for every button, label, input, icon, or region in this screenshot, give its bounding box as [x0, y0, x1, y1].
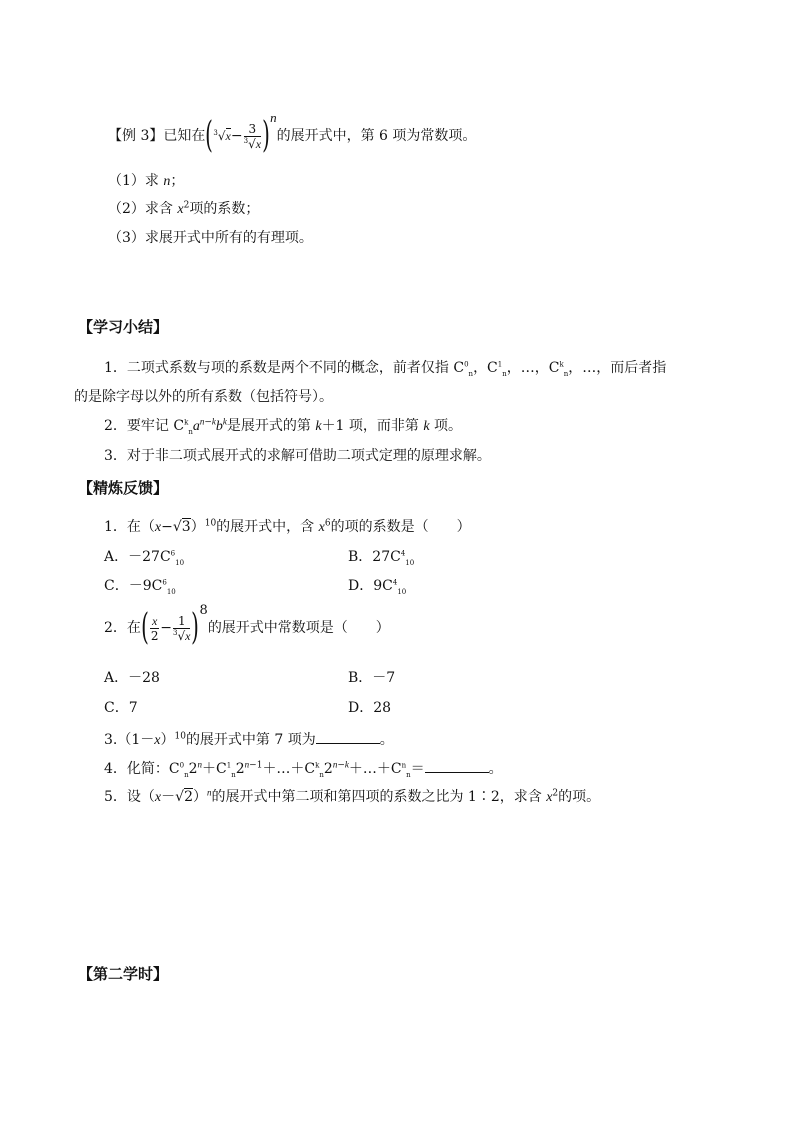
q1-option-d[interactable]: D．$9C^4_{10}$: [348, 578, 407, 596]
feedback-q2: 2．在( $\frac{x}{2}$ − $\frac{1}{^3√x}$ )$^8$的展开式中常数项是（ ）: [104, 603, 390, 648]
feedback-q5: 5．设$(x-√2)^n$的展开式中第二项和第四项的系数之比为 1∶2，求含 $x^2$的项。: [104, 787, 601, 805]
q2-option-d[interactable]: D．28: [348, 700, 392, 716]
summary-item1-line2: 的是除字母以外的所有系数（包括符号）。: [74, 389, 333, 405]
cube-root-x: $^3$√x: [213, 129, 231, 143]
summary-item2: 2．要牢记 $C^k_na^{n-k}b^k$是展开式的第 k＋1 项，而非第 k 项。: [104, 416, 463, 436]
fraction-3-over-root: $\frac{3}{^3√x}$: [243, 121, 262, 151]
feedback-q1: 1．在$(x-√3)^{10}$的展开式中，含 $x^6$的项的系数是（ ）: [104, 518, 471, 535]
minus-sign: −: [230, 128, 243, 144]
example-lead: 已知在: [163, 128, 206, 144]
feedback-q4: 4．化简：$C^0_n2^n+C^1_n2^{n-1}+\dots+C^k_n2^{n-k}+\dots+C^n_n=$ 。: [104, 759, 503, 779]
summary-title: 【学习小结】: [78, 318, 169, 336]
q1-option-b[interactable]: B．$27C^4_{10}$: [348, 549, 415, 567]
q2-option-a[interactable]: A．－28: [104, 670, 160, 686]
summary-item3: 3．对于非二项式展开式的求解可借助二项式定理的原理求解。: [104, 448, 491, 464]
example3-q3: （3）求展开式中所有的有理项。: [108, 230, 313, 246]
left-paren: (: [205, 115, 214, 156]
q4-answer-blank[interactable]: [425, 758, 489, 773]
feedback-q3: $3.(1-x)^{10}$的展开式中第 7 项为 。: [104, 729, 394, 750]
summary-item1-line1: 1．二项式系数与项的系数是两个不同的概念，前者仅指 $C^0_n$，$C^1_n$，…，$C^k_n$，…，而后者指: [104, 360, 667, 378]
exponent-n: n: [270, 110, 277, 126]
q2-option-b[interactable]: B．－7: [348, 670, 396, 686]
q1-option-a[interactable]: A．$-27C^6_{10}$: [104, 549, 185, 567]
example3-q1: （1）求 n；: [108, 173, 185, 189]
example-label: 【例 3】: [108, 128, 164, 144]
right-paren: ): [262, 115, 270, 156]
q3-answer-blank[interactable]: [316, 729, 380, 744]
q1-option-c[interactable]: C．$-9C^6_{10}$: [104, 578, 176, 596]
second-lesson-title: 【第二学时】: [78, 965, 169, 983]
example-tail: 的展开式中，第 6 项为常数项。: [276, 128, 477, 144]
example3-stem: [108, 110, 477, 156]
feedback-title: 【精炼反馈】: [78, 479, 169, 497]
q2-option-c[interactable]: C．7: [104, 700, 138, 716]
example3-q2: （2）求含 $x^2$项的系数；: [108, 200, 260, 217]
